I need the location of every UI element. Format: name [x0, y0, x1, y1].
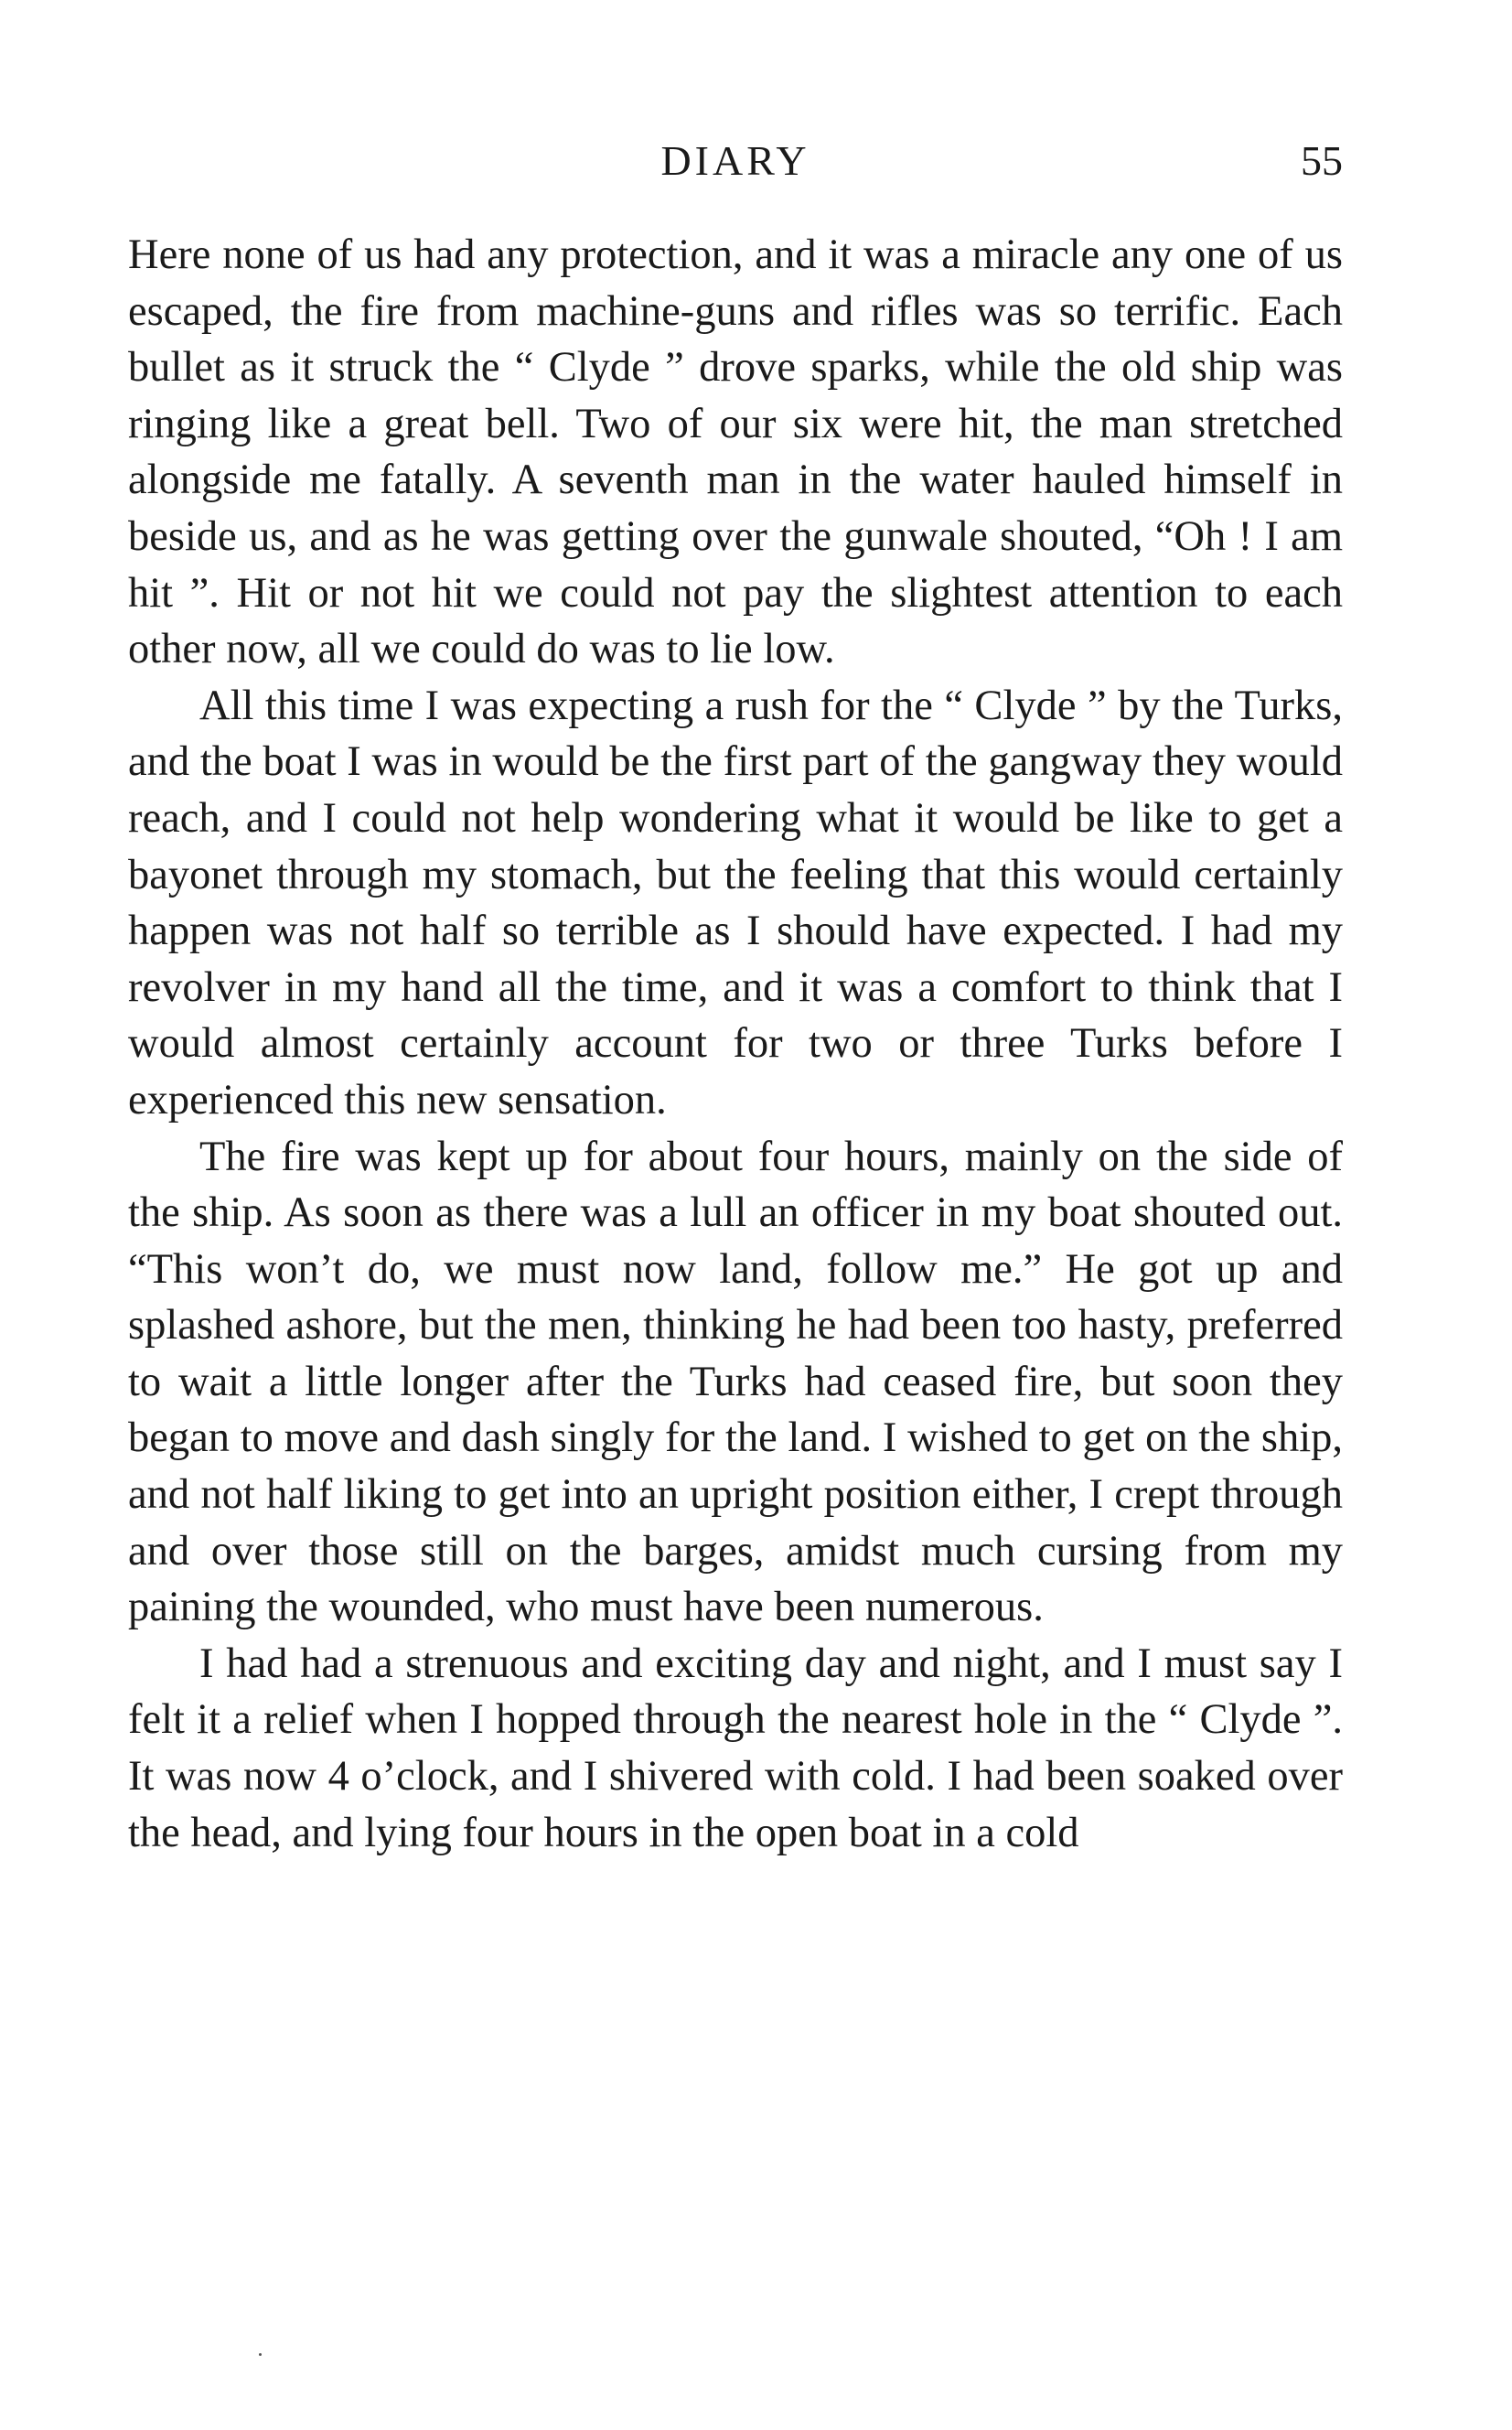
- paragraph-2: All this time I was expecting a rush for the “ Clyde ” by the Turks, and the boat I was in would be the first part of the gangway they would reach, and I could not help wondering what it would be like to get a bayonet through my stomach, but the feeling that this would certainly happen was not half so terrible as I should have expected. I had my revolver in my hand all the time, and it was a comfort to think that I would almost certainly account for two or three Turks before I experienced this new sensation.: [128, 682, 1343, 1124]
- print-speck: [259, 2353, 262, 2356]
- running-head: [128, 134, 1343, 188]
- page-number: 55: [1301, 137, 1343, 184]
- paragraph-4: I had had a strenuous and exciting day and night, and I must say I felt it a relief when I hopped through the nearest hole in the “ Clyde ”. It was now 4 o’clock, and I shivered with cold. I had been soaked over the head, and lying four hours in the open boat in a cold: [128, 1640, 1343, 1856]
- paragraph-1: Here none of us had any protection, and it was a miracle any one of us escaped, the fire from machine-guns and rifles was so terrific. Each bullet as it struck the “ Clyde ” drove sparks, while the old ship was ringing like a great bell. Two of our six were hit, the man stretched alongside me fatally. A seventh man in the water hauled himself in beside us, and as he was getting over the gunwale shouted, “Oh ! I am hit ”. Hit or not hit we could not pay the slightest attention to each other now, all we could do was to lie low.: [128, 231, 1343, 673]
- body-text: [128, 227, 1343, 1861]
- running-title: DIARY: [660, 137, 810, 184]
- paragraph-3: The fire was kept up for about four hours, mainly on the side of the ship. As soon as there was a lull an officer in my boat shouted out. “This won’t do, we must now land, follow me.” He got up and splashed ashore, but the men, thinking he had been too hasty, preferred to wait a little longer after the Turks had ceased fire, but soon they began to move and dash singly for the land. I wished to get on the ship, and not half liking to get into an upright position either, I crept through and over those still on the barges, amidst much cursing from my paining the wounded, who must have been numerous.: [128, 1133, 1343, 1631]
